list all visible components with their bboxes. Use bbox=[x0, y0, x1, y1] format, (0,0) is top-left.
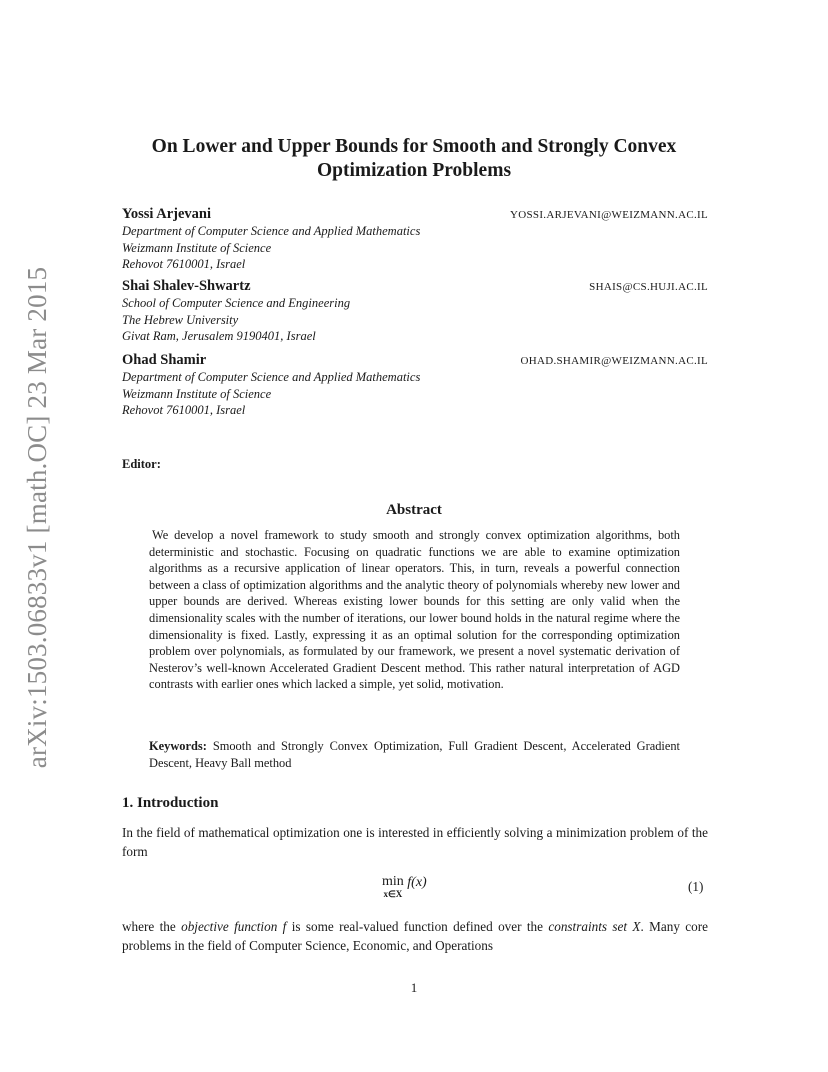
author-name: Yossi Arjevani bbox=[122, 206, 212, 222]
italic-term: objective function f bbox=[181, 919, 287, 934]
author-block-3 bbox=[122, 352, 708, 419]
abstract-text: We develop a novel framework to study smooth and strongly convex optimization algorithms, both deterministic and stochastic. Focusing on quadratic functions we are able to examine optimization algorithms as a recursive application of linear operators. This, in turn, reveals a powerful connection between a class of optimization algorithms and the analytic theory of polynomials whereby new lower and upper bounds are derived. Whereas existing lower bounds for this setting are only valid when the dimensionality scales with the number of iterations, our lower bound holds in the natural regime where the dimensionality is fixed. Lastly, expressing it as an optimal solution for the corresponding optimization problem over polynomials, as formulated by our framework, we present a novel systematic derivation of Nesterov’s well-known Accelerated Gradient Descent method. This rather natural interpretation of AGD contrasts with earlier ones which lacked a simple, yet solid, motivation. bbox=[149, 528, 680, 692]
equation-subscript: x∈X bbox=[383, 889, 403, 899]
intro-paragraph: In the field of mathematical optimization one is interested in efficiently solving a minimization problem of the form bbox=[122, 825, 708, 859]
section-heading: 1. Introduction bbox=[122, 795, 219, 811]
page-number: 1 bbox=[410, 980, 418, 995]
arxiv-stamp bbox=[16, 262, 60, 772]
equation-number: (1) bbox=[688, 879, 704, 894]
author-name: Shai Shalev-Shwartz bbox=[122, 278, 251, 294]
equation-1 bbox=[382, 875, 427, 901]
affiliation-line: Department of Computer Science and Applied Mathematics bbox=[122, 224, 421, 238]
author-block-1 bbox=[122, 206, 708, 273]
intro-paragraph-2: where the objective function f is some real-valued function defined over the constraints set X. Many core problems in the field of Computer Science, Economic, and Operations bbox=[122, 919, 708, 953]
keywords-label: Keywords: bbox=[149, 739, 207, 753]
keywords bbox=[149, 738, 680, 771]
affiliation-line: School of Computer Science and Engineering bbox=[122, 296, 351, 310]
author-email[interactable]: YOSSI.ARJEVANI@WEIZMANN.AC.IL bbox=[510, 209, 708, 221]
affiliation-line: Rehovot 7610001, Israel bbox=[122, 403, 246, 417]
arxiv-stamp-text: arXiv:1503.06833v1 [math.OC] 23 Mar 2015 bbox=[22, 266, 53, 768]
author-name: Ohad Shamir bbox=[122, 352, 207, 368]
abstract-heading: Abstract bbox=[386, 502, 442, 518]
equation-body: f(x) bbox=[407, 875, 427, 890]
affiliation-line: Rehovot 7610001, Israel bbox=[122, 257, 246, 271]
author-email[interactable]: SHAIS@CS.HUJI.AC.IL bbox=[589, 281, 708, 293]
author-email[interactable]: OHAD.SHAMIR@WEIZMANN.AC.IL bbox=[520, 355, 708, 367]
author-block-2 bbox=[122, 278, 708, 345]
paper-title: On Lower and Upper Bounds for Smooth and Strongly Convex Optimization Problems bbox=[151, 136, 677, 181]
affiliation-line: Weizmann Institute of Science bbox=[122, 386, 272, 401]
equation-min: min x∈X bbox=[382, 874, 404, 899]
affiliation-line: Department of Computer Science and Applied Mathematics bbox=[122, 370, 421, 384]
italic-term: constraints set X bbox=[548, 919, 641, 934]
keywords-text: Smooth and Strongly Convex Optimization, Full Gradient Descent, Accelerated Gradient Descent, Heavy Ball method bbox=[149, 739, 680, 770]
affiliation-line: The Hebrew University bbox=[122, 312, 239, 327]
affiliation-line: Givat Ram, Jerusalem 9190401, Israel bbox=[122, 329, 316, 343]
affiliation-line: Weizmann Institute of Science bbox=[122, 240, 272, 255]
editor-label: Editor: bbox=[122, 457, 161, 471]
